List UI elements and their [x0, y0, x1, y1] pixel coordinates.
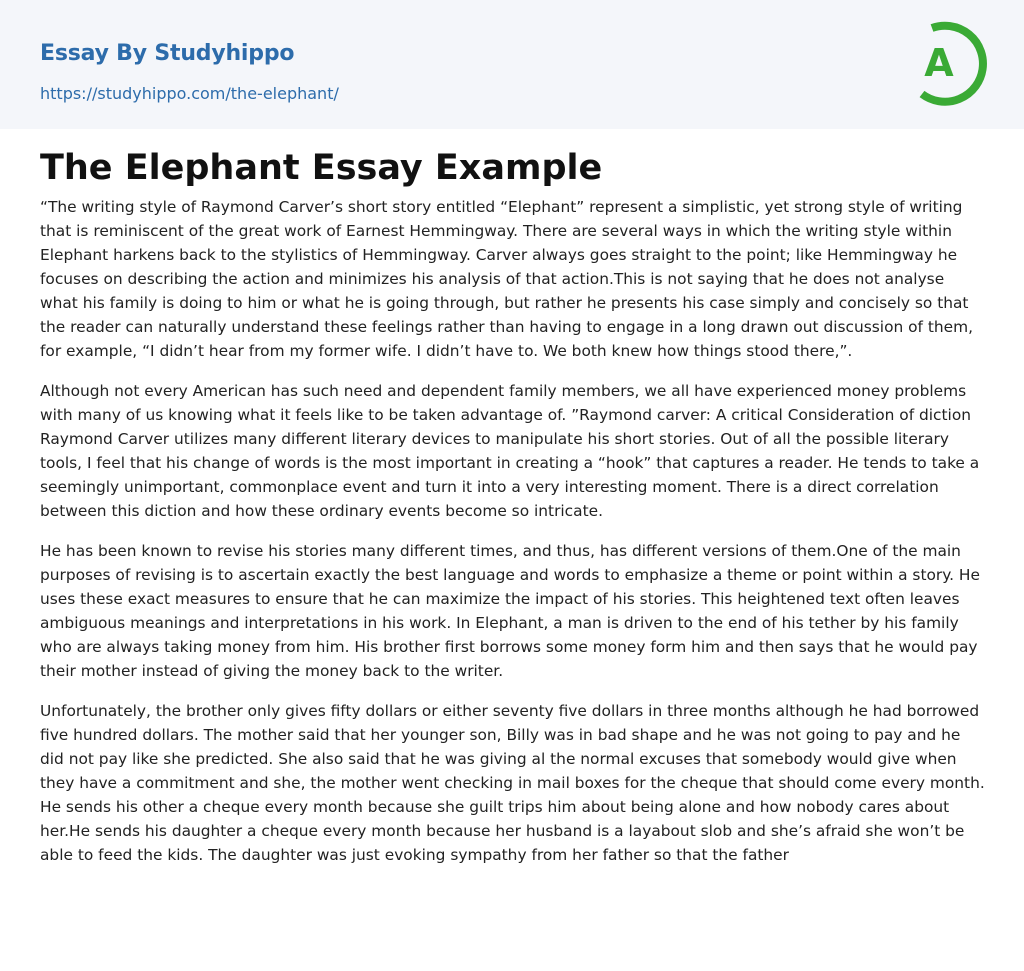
essay-url-link[interactable]: https://studyhippo.com/the-elephant/ [40, 84, 339, 103]
essay-body [40, 195, 986, 883]
logo-letter: A [924, 41, 954, 85]
essay-paragraph-3: He has been known to revise his stories many different times, and thus, has different versions of them.One of the main purposes of revising is to ascertain exactly the best language and words to emphasize a theme or point within a story. He uses these exact measures to ensure that he can maximize the impact of his stories. This heightened text often leaves ambiguous meanings and interpretations in his work. In Elephant, a man is driven to the end of his tether by his family who are always taking money from him. His brother first borrows some money form him and then says that he would pay their mother instead of giving the money back to the writer. [40, 542, 980, 680]
studyhippo-logo-icon[interactable] [908, 18, 988, 106]
essay-paragraph-4: Unfortunately, the brother only gives fifty dollars or either seventy five dollars in three months although he had borrowed five hundred dollars. The mother said that her younger son, Billy was in bad shape and he was not going to pay and he did not pay like she predicted. She also said that he was giving al the normal excuses that somebody would give when they have a commitment and she, the mother went checking in mail boxes for the cheque that should come every month. He sends his other a cheque every month because she guilt trips him about being alone and how nobody cares about her.He sends his daughter a cheque every month because her husband is a layabout slob and she’s afraid she won’t be able to feed the kids. The daughter was just evoking sympathy from her father so that the father [40, 702, 985, 864]
brand-title[interactable]: Essay By Studyhippo [40, 41, 295, 66]
essay-paragraph-2: Although not every American has such need and dependent family members, we all have experienced money problems with many of us knowing what it feels like to be taken advantage of. ”Raymond carver: A critical Consideration of diction Raymond Carver utilizes many different literary devices to manipulate his short stories. Out of all the possible literary tools, I feel that his change of words is the most important in creating a “hook” that captures a reader. He tends to take a seemingly unimportant, commonplace event and turn it into a very interesting moment. There is a direct correlation between this diction and how these ordinary events become so intricate. [40, 382, 980, 520]
essay-paragraph-1: “The writing style of Raymond Carver’s short story entitled “Elephant” represent a simplistic, yet strong style of writing that is reminiscent of the great work of Earnest Hemmingway. There are several ways in which the writing style within Elephant harkens back to the stylistics of Hemmingway. Carver always goes straight to the point; like Hemmingway he focuses on describing the action and minimizes his analysis of that action.This is not saying that he does not analyse what his family is doing to him or what he is going through, but rather he presents his case simply and concisely so that the reader can naturally understand these feelings rather than having to engage in a long drawn out discussion of them, for example, “I didn’t hear from my former wife. I didn’t have to. We both knew how things stood there,”. [40, 198, 974, 360]
page-title: The Elephant Essay Example [40, 148, 603, 188]
